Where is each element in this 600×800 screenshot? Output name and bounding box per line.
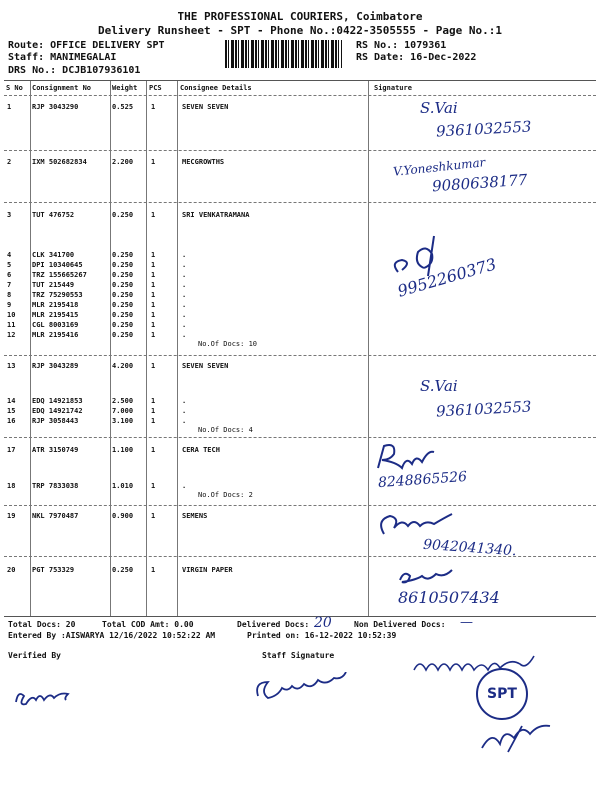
signature-phone: 9042041340. [422,536,517,560]
row-weight: 3.100 [112,417,134,425]
row-consignee: . [182,407,187,415]
receiver-signature [408,652,548,682]
row-consignee: SEMENS [182,512,208,520]
row-consignment: CGL 8003169 [32,321,79,329]
delivered-docs-label: Delivered Docs: [237,620,310,629]
row-consignment: ATR 3150749 [32,446,79,454]
signature-phone: 9361032553 [435,397,532,421]
row-pcs: 1 [151,417,156,425]
row-consignee: SEVEN SEVEN [182,103,229,111]
route-label: Route: OFFICE DELIVERY SPT [8,40,165,51]
row-consignment: DPI 10340645 [32,261,83,269]
row-weight: 0.250 [112,291,134,299]
row-consignee: . [182,397,187,405]
row-consignment: RJP 3058443 [32,417,79,425]
signature-scribble [372,440,452,472]
row-consignment: IXM 502682834 [32,158,87,166]
staff-signature [250,672,360,704]
row-sno: 13 [7,362,16,370]
row-consignment: MLR 2195415 [32,311,79,319]
row-consignee: . [182,417,187,425]
signature-scribble [394,566,474,588]
row-sno: 10 [7,311,16,319]
row-consignment: EDQ 14921853 [32,397,83,405]
row-weight: 0.900 [112,512,134,520]
row-pcs: 1 [151,321,156,329]
row-consignee: CERA TECH [182,446,220,454]
docs-count-note: No.Of Docs: 10 [198,340,258,348]
row-consignee: . [182,301,187,309]
row-consignment: RJP 3043289 [32,362,79,370]
row-pcs: 1 [151,566,156,574]
staff-signature-label: Staff Signature [262,651,335,660]
row-sno: 14 [7,397,16,405]
row-weight: 0.250 [112,321,134,329]
drs-number: DRS No.: DCJB107936101 [8,65,141,76]
row-weight: 0.250 [112,261,134,269]
row-consignment: TRP 7833038 [32,482,79,490]
total-docs: Total Docs: 20 [8,620,76,629]
non-delivered-docs-value: — [460,615,473,630]
row-weight: 0.250 [112,331,134,339]
row-weight: 0.250 [112,251,134,259]
signature-phone: 9952260373 [395,254,499,301]
row-consignee: . [182,261,187,269]
row-consignment: MLR 2195416 [32,331,79,339]
row-sno: 16 [7,417,16,425]
row-consignee: MECGROWTHS [182,158,225,166]
delivered-docs-value: 20 [314,615,332,631]
row-consignment: NKL 7970487 [32,512,79,520]
row-sno: 8 [7,291,12,299]
row-weight: 0.525 [112,103,134,111]
signature-phone: 9080638177 [431,170,528,196]
signature-handwriting: V.Yoneshkumar [392,155,486,179]
row-pcs: 1 [151,291,156,299]
row-sno: 15 [7,407,16,415]
row-consignment: MLR 2195418 [32,301,79,309]
row-weight: 1.100 [112,446,134,454]
row-pcs: 1 [151,301,156,309]
row-pcs: 1 [151,211,156,219]
row-sno: 4 [7,251,12,259]
row-sno: 19 [7,512,16,520]
row-consignee: . [182,321,187,329]
row-consignment: PGT 753329 [32,566,75,574]
row-consignment: TRZ 155665267 [32,271,87,279]
runsheet-title: Delivery Runsheet - SPT - Phone No.:0422-3505555 - Page No.:1 [98,24,502,37]
row-pcs: 1 [151,407,156,415]
row-pcs: 1 [151,103,156,111]
row-consignee: SRI VENKATRAMANA [182,211,250,219]
barcode [225,40,342,68]
row-sno: 7 [7,281,12,289]
signature-phone: 8248865526 [377,468,468,492]
docs-count-note: No.Of Docs: 4 [198,426,253,434]
row-pcs: 1 [151,362,156,370]
row-sno: 11 [7,321,16,329]
row-weight: 2.500 [112,397,134,405]
row-sno: 2 [7,158,12,166]
spt-stamp: SPT [476,668,528,720]
row-pcs: 1 [151,331,156,339]
row-pcs: 1 [151,281,156,289]
row-pcs: 1 [151,158,156,166]
row-weight: 0.250 [112,301,134,309]
row-consignee: . [182,482,187,490]
printed-on: Printed on: 16-12-2022 10:52:39 [247,631,397,640]
row-weight: 0.250 [112,566,134,574]
row-pcs: 1 [151,261,156,269]
row-weight: 0.250 [112,271,134,279]
row-weight: 0.250 [112,281,134,289]
row-consignment: TUT 215449 [32,281,75,289]
row-consignee: VIRGIN PAPER [182,566,233,574]
row-pcs: 1 [151,512,156,520]
row-sno: 3 [7,211,12,219]
row-pcs: 1 [151,311,156,319]
rs-number: RS No.: 1079361 [356,40,447,51]
total-cod: Total COD Amt: 0.00 [102,620,194,629]
row-consignee: . [182,251,187,259]
row-consignment: EDQ 14921742 [32,407,83,415]
row-pcs: 1 [151,251,156,259]
row-consignee: . [182,291,187,299]
row-sno: 20 [7,566,16,574]
entered-by: Entered By :AISWARYA 12/16/2022 10:52:22 AM [8,631,216,640]
row-consignee: . [182,311,187,319]
row-sno: 17 [7,446,16,454]
row-weight: 0.250 [112,211,134,219]
non-delivered-docs-label: Non Delivered Docs: [354,620,446,629]
col-signature: Signature [374,84,412,92]
col-sno: S No [6,84,23,92]
staff-label: Staff: MANIMEGALAI [8,52,117,63]
col-weight: Weight [112,84,138,92]
row-weight: 2.200 [112,158,134,166]
signature-phone: 9361032553 [435,117,532,141]
row-consignee: . [182,271,187,279]
signature-handwriting: S.Vai [420,99,458,117]
row-consignee: . [182,281,187,289]
docs-count-note: No.Of Docs: 2 [198,491,253,499]
row-weight: 7.000 [112,407,134,415]
row-consignment: CLK 341700 [32,251,75,259]
col-consignee: Consignee Details [180,84,252,92]
col-consignment: Consignment No [32,84,92,92]
stamp-signature [478,718,558,758]
company-title: THE PROFESSIONAL COURIERS, Coimbatore [177,10,423,23]
col-pcs: PCS [149,84,162,92]
row-sno: 6 [7,271,12,279]
row-pcs: 1 [151,271,156,279]
signature-handwriting: S.Vai [420,377,458,395]
row-weight: 1.010 [112,482,134,490]
row-pcs: 1 [151,446,156,454]
row-weight: 0.250 [112,311,134,319]
row-consignee: . [182,331,187,339]
signature-phone: 8610507434 [398,588,500,607]
row-weight: 4.200 [112,362,134,370]
signature-scribble [372,508,462,540]
row-sno: 12 [7,331,16,339]
row-sno: 9 [7,301,12,309]
row-pcs: 1 [151,397,156,405]
row-consignment: RJP 3043290 [32,103,79,111]
row-consignee: SEVEN SEVEN [182,362,229,370]
row-sno: 5 [7,261,12,269]
row-consignment: TRZ 75290553 [32,291,83,299]
row-consignment: TUT 476752 [32,211,75,219]
verified-by-label: Verified By [8,651,61,660]
row-sno: 18 [7,482,16,490]
verifier-signature [10,682,80,712]
row-pcs: 1 [151,482,156,490]
row-sno: 1 [7,103,12,111]
rs-date: RS Date: 16-Dec-2022 [356,52,477,63]
